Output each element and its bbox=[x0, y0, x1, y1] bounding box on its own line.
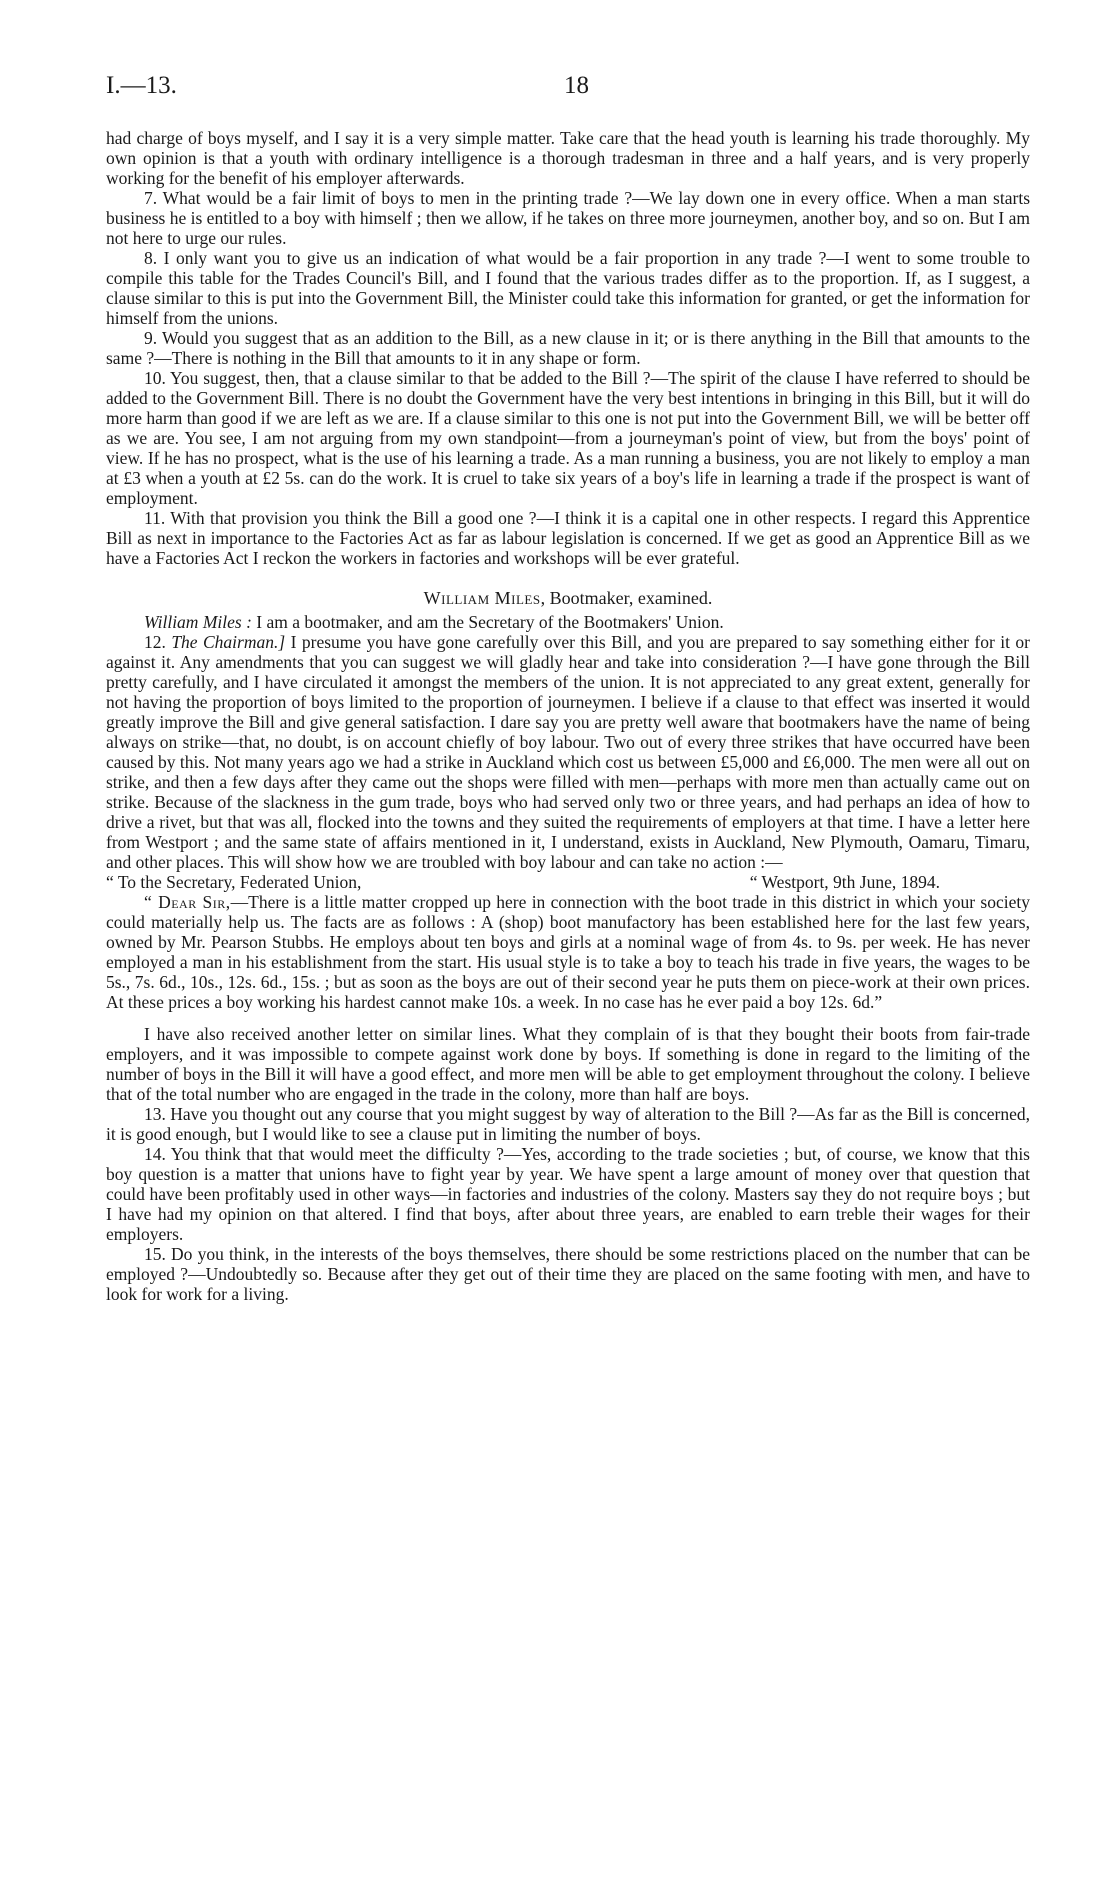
question-12-speaker: The Chairman.] bbox=[171, 632, 286, 652]
letter-body bbox=[106, 892, 1030, 1012]
question-12 bbox=[106, 632, 1030, 872]
question-15: 15. Do you think, in the interests of the boys themselves, there should be some restrictions placed on the number that can be employed ?—Undoubtedly so. Because after they get out of their time they are placed on the same footing with men, and have to look for work for a living. bbox=[106, 1244, 1030, 1304]
witness-heading-rest: , Bootmaker, examined. bbox=[540, 588, 713, 608]
page-body bbox=[106, 128, 1030, 1304]
letter-salutation: “ Dear Sir, bbox=[144, 892, 231, 912]
question-12-number: 12. bbox=[144, 632, 166, 652]
letter-text: —There is a little matter cropped up here in connection with the boot trade in this district in which your society could materially help us. The facts are as follows : A (shop) boot manufactory has been established here for the last few years, owned by Mr. Pearson Stubbs. He employs about ten boys and girls at a nominal wage of from 4s. to 9s. per week. He has never employed a man in his establishment from the start. His usual style is to take a boy to teach his trade in five years, the wages to be 5s., 7s. 6d., 10s., 12s. 6d., 15s. ; but as soon as the boys are out of their second year he puts them on piece-work at their own prices. At these prices a boy working his hardest cannot make 10s. a week. In no case has he ever paid a boy 12s. 6d.” bbox=[106, 892, 1030, 1012]
witness-heading-name: William Miles bbox=[423, 588, 541, 608]
question-9: 9. Would you suggest that as an addition to the Bill, as a new clause in it; or is there anything in the Bill that amounts to the same ?—There is nothing in the Bill that amounts to it in any shape or form. bbox=[106, 328, 1030, 368]
question-12-text: I presume you have gone carefully over this Bill, and you are prepared to say something either for it or against it. Any amendments that you can suggest we will gladly hear and take into consideration ?—I have gone through the Bill pretty carefully, and I have circulated it amongst the members of the union. It is not appreciated to any great extent, generally for not having the proportion of boys limited to the proportion of journeymen. I believe if a clause to that effect was inserted it would greatly improve the Bill and give general satisfaction. I dare say you are pretty well aware that bootmakers have the name of being always on strike—that, no doubt, is on account chiefly of boy labour. Two out of every three strikes that have occurred have been caused by this. Not many years ago we had a strike in Auckland which cost us between £5,000 and £6,000. The men were all out on strike, and then a few days after they came out the shops were filled with men—perhaps with more men than actually came out on strike. Because of the slackness in the gum trade, boys who had served only two or three years, and had perhaps an idea of how to drive a rivet, but that was all, flocked into the towns and they suited the requirements of employers at that time. I have a letter here from Westport ; and the same state of affairs mentioned in it, I understand, exists in Auckland, New Plymouth, Oamaru, Timaru, and other places. This will show how we are troubled with boy labour and can take no action :— bbox=[106, 632, 1031, 872]
page-number: 18 bbox=[564, 72, 589, 99]
question-14: 14. You think that that would meet the difficulty ?—Yes, according to the trade societies ; but, of course, we know that this boy question is a matter that unions have to fight year by year. We have spent a large amount of money over that question that could have been profitably used in other ways—in factories and industries of the colony. Masters say they do not require boys ; but I have had my opinion on that altered. I find that boys, after about three years, are enabled to earn treble their wages for their employers. bbox=[106, 1144, 1030, 1244]
page-header bbox=[106, 72, 1026, 112]
letter-place-date: “ Westport, 9th June, 1894. bbox=[749, 872, 940, 892]
letter-header bbox=[106, 872, 1030, 892]
question-7: 7. What would be a fair limit of boys to men in the printing trade ?—We lay down one in every office. When a man starts business he is entitled to a boy with himself ; then we allow, if he takes on three more journeymen, another boy, and so on. But I am not here to urge our rules. bbox=[106, 188, 1030, 248]
witness-intro-text: I am a bootmaker, and am the Secretary of the Bootmakers' Union. bbox=[251, 612, 724, 632]
paragraph-other-letter: I have also received another letter on similar lines. What they complain of is that they bought their boots from fair-trade employers, and it was impossible to compete against work done by boys. If something is done in regard to the limiting of the number of boys in the Bill it will have a good effect, and more men will be able to get employment throughout the colony. I believe that of the total number who are engaged in the trade in the colony, more than half are boys. bbox=[106, 1024, 1030, 1104]
question-8: 8. I only want you to give us an indication of what would be a fair proportion in any trade ?—I went to some trouble to compile this table for the Trades Council's Bill, and I found that the various trades differ as to the proportion. If, as I suggest, a clause similar to this is put into the Government Bill, the Minister could take this information for granted, or get the information for himself from the unions. bbox=[106, 248, 1030, 328]
series-number: I.—13. bbox=[106, 72, 177, 99]
paragraph-continued: had charge of boys myself, and I say it is a very simple matter. Take care that the head youth is learning his trade thoroughly. My own opinion is that a youth with ordinary intelligence is a thorough tradesman in three and a half years, and is very properly working for the benefit of his employer afterwards. bbox=[106, 128, 1030, 188]
witness-intro bbox=[106, 612, 1030, 632]
witness-intro-name: William Miles : bbox=[144, 612, 252, 632]
question-13: 13. Have you thought out any course that you might suggest by way of alteration to the Bill ?—As far as the Bill is concerned, it is good enough, but I would like to see a clause put in limiting the number of boys. bbox=[106, 1104, 1030, 1144]
witness-heading bbox=[106, 588, 1030, 608]
question-10: 10. You suggest, then, that a clause similar to that be added to the Bill ?—The spirit of the clause I have referred to should be added to the Government Bill. There is no doubt the Government have the very best intentions in bringing in this Bill, but it will do more harm than good if we are left as we are. If a clause similar to this one is not put into the Government Bill, we will be better off as we are. You see, I am not arguing from my own standpoint—from a journeyman's point of view, but from the boys' point of view. If he has no prospect, what is the use of his learning a trade. As a man running a business, you are not likely to employ a man at £3 when a youth at £2 5s. can do the work. It is cruel to take six years of a boy's life in learning a trade if the prospect is want of employment. bbox=[106, 368, 1030, 508]
letter-addressee: “ To the Secretary, Federated Union, bbox=[106, 872, 362, 892]
question-11: 11. With that provision you think the Bill a good one ?—I think it is a capital one in other respects. I regard this Apprentice Bill as next in importance to the Factories Act as far as labour legislation is concerned. If we get as good an Apprentice Bill as we have a Factories Act I reckon the workers in factories and workshops will be ever grateful. bbox=[106, 508, 1030, 568]
